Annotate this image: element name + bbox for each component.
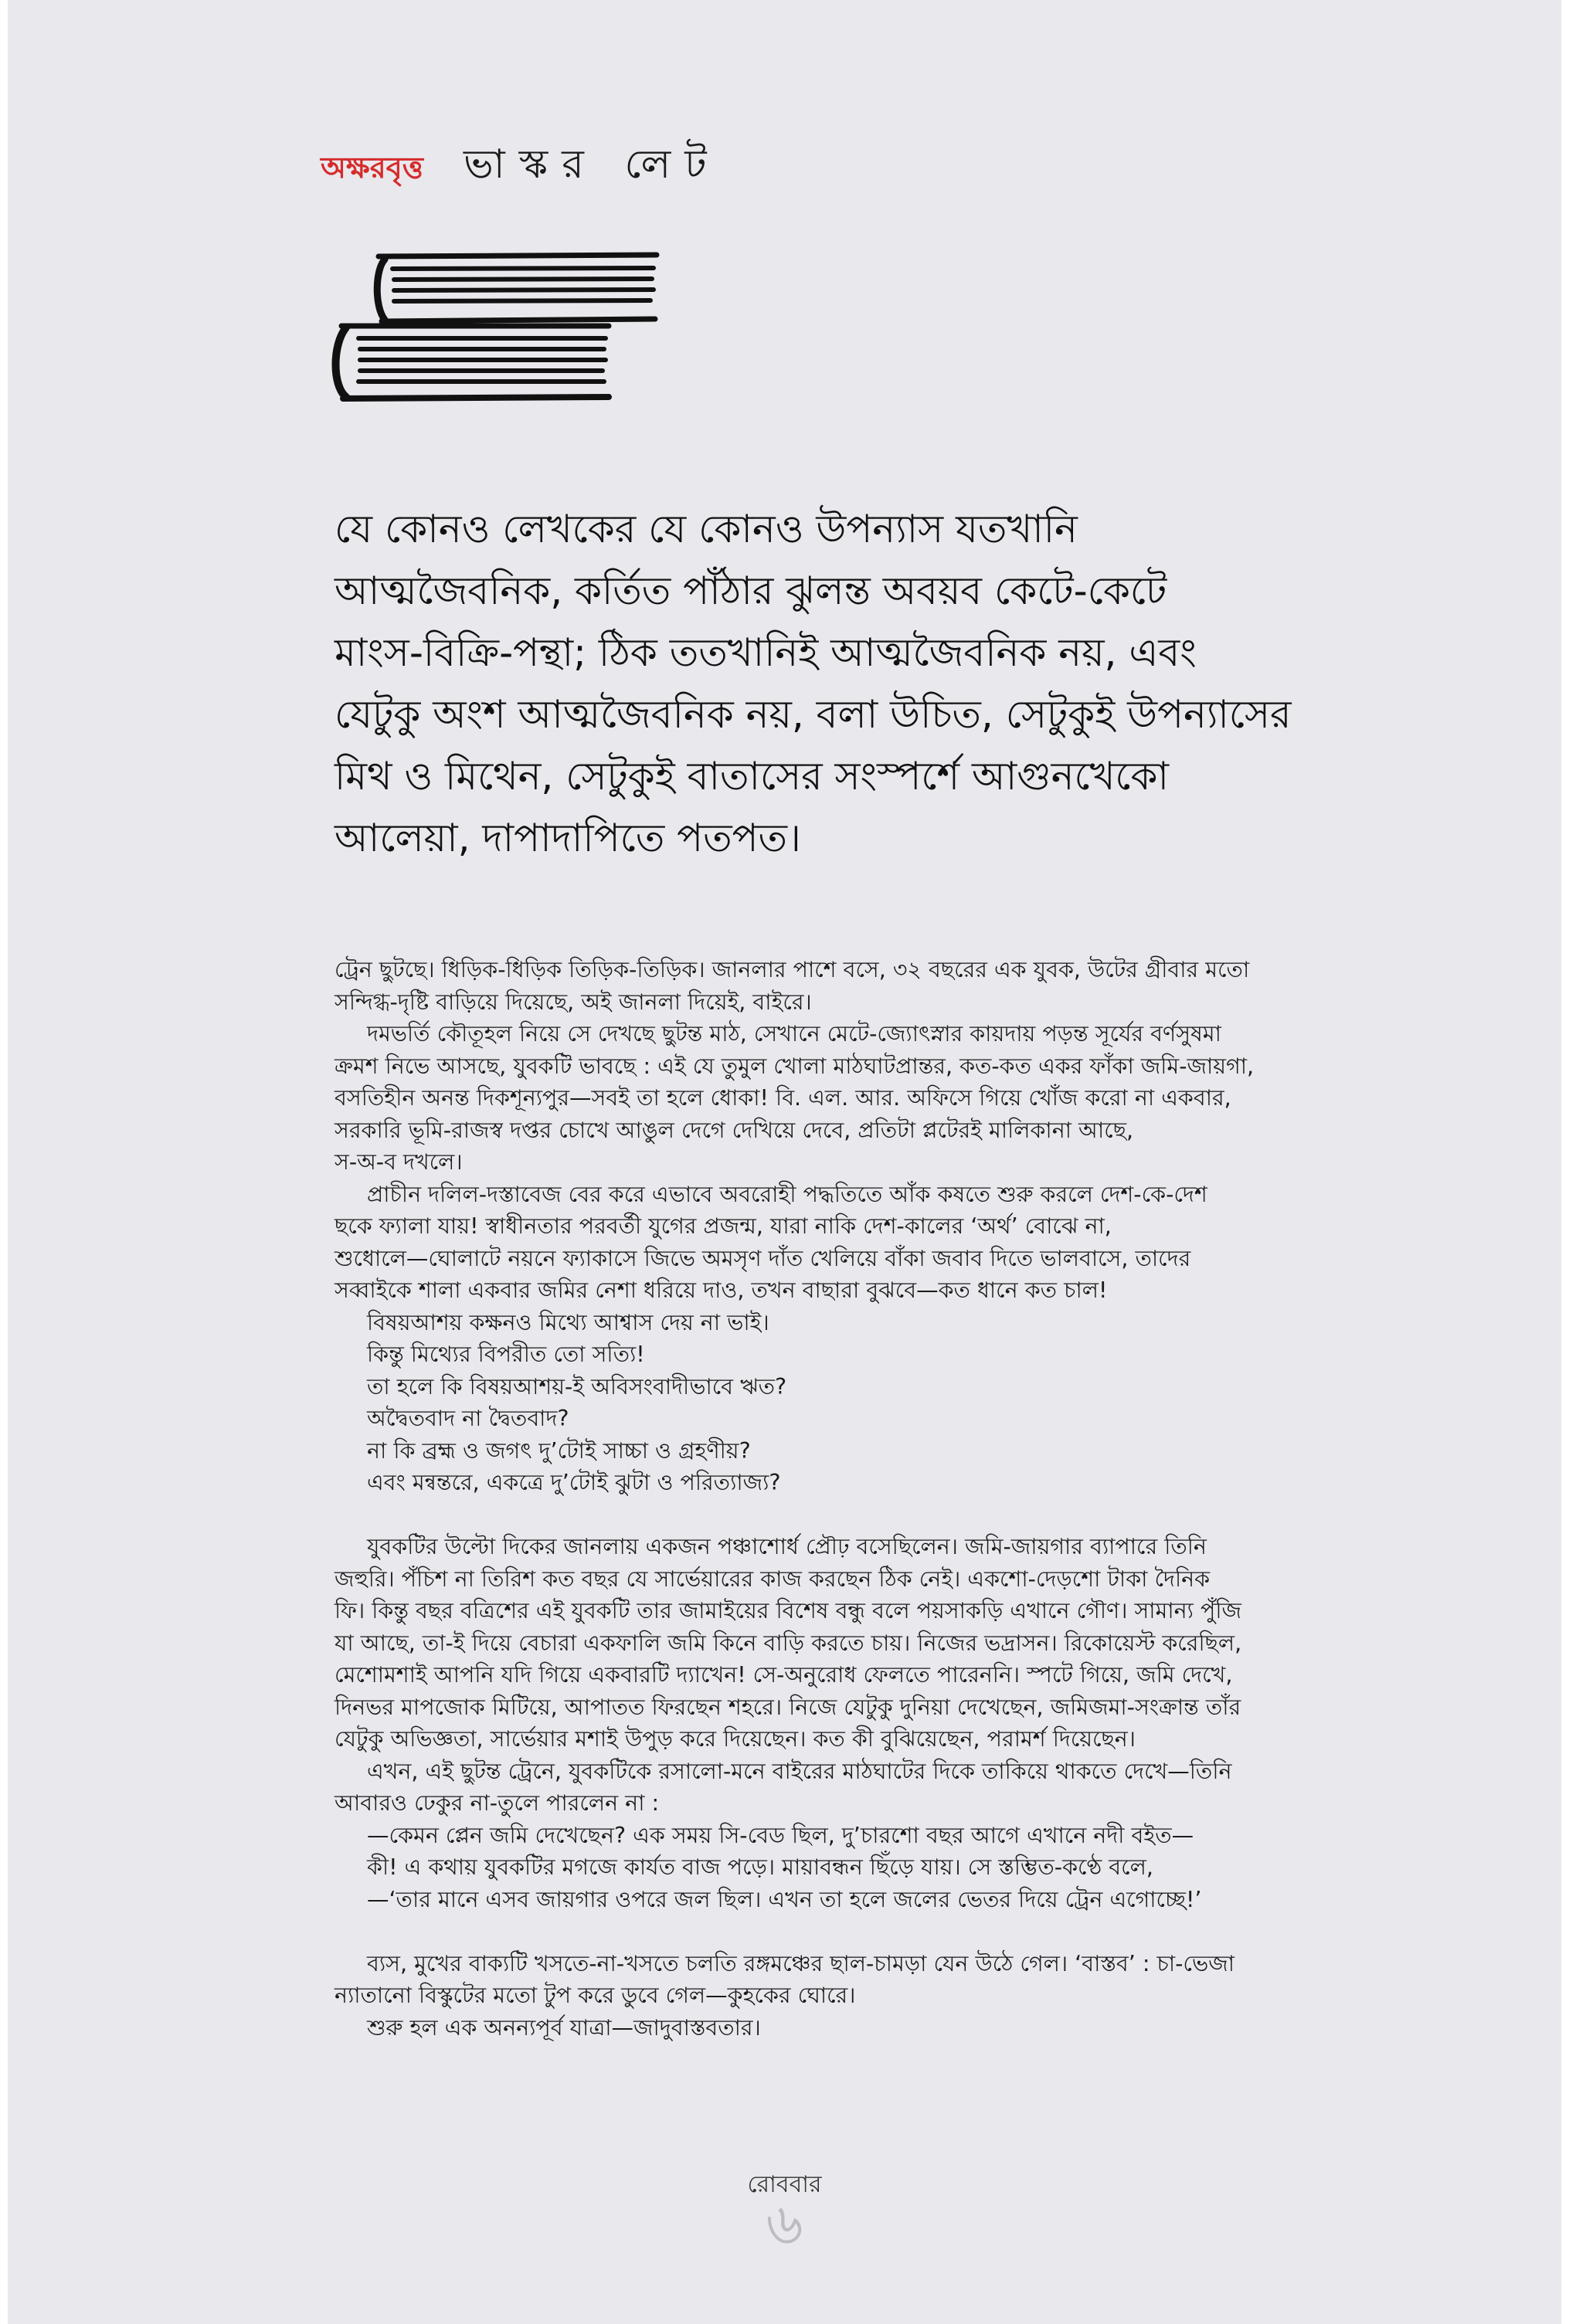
body-line: কিন্তু মিথ্যের বিপরীত তো সত্যি! [367,1342,645,1367]
body-line: যেটুকু অভিজ্ঞতা, সার্ভেয়ার মশাই উপুড় করে দিয়েছেন। কত কী বুঝিয়েছেন, পরামর্শ দিয়েছেন। [335,1726,1136,1752]
body-line: —কেমন প্লেন জমি দেখেছেন? এক সময় সি-বেড ছিল, দু’চারশো বছর আগে এখানে নদী বইত— [367,1822,1194,1848]
magazine-name: রোববার [747,2171,822,2198]
body-line: সব্বাইকে শালা একবার জমির নেশা ধরিয়ে দাও, তখন বাছারা বুঝবে—কত ধানে কত চাল! [335,1277,1108,1303]
body-line: মেশোমশাই আপনি যদি গিয়ে একবারটি দ্যাখেন! সে-অনুরোধ ফেলতে পারেননি। স্পটে গিয়ে, জমি দেখে, [335,1662,1233,1688]
lead-line: যেটুকু অংশ আত্মজৈবনিক নয়, বলা উচিত, সেটুকুই উপন্যাসের [335,692,1292,737]
article-header [321,133,721,202]
body-line: ট্রেন ছুটছে। ধিড়িক-ধিড়িক তিড়িক-তিড়িক। জানলার পাশে বসে, ৩২ বছরের এক যুবক, উটের গ্রীবার মতো [335,957,1250,982]
body-line: ন্যাতানো বিস্কুটের মতো টুপ করে ডুবে গেল—কুহকের ঘোরে। [335,1983,856,2008]
body-line: অদ্বৈতবাদ না দ্বৈতবাদ? [367,1406,569,1431]
body-line: দমভর্তি কৌতূহল নিয়ে সে দেখছে ছুটন্ত মাঠ, সেখানে মেটে-জ্যোৎস্নার কায়দায় পড়ন্ত সূর্যের বর্ণসুষমা [367,1021,1221,1047]
body-line: ব্যস, মুখের বাক্যটি খসতে-না-খসতে চলতি রঙ্গমঞ্চের ছাল-চামড়া যেন উঠে গেল। ‘বাস্তব’ : চা-ভেজা [367,1950,1234,1976]
body-line: সন্দিগ্ধ-দৃষ্টি বাড়িয়ে দিয়েছে, অই জানলা দিয়েই, বাইরে। [335,989,812,1015]
page-number: ৬ [766,2191,803,2258]
lead-line: মিথ ও মিথেন, সেটুকুই বাতাসের সংস্পর্শে আগুনখেকো [335,754,1169,799]
body-line: জহুরি। পঁচিশ না তিরিশ কত বছর যে সার্ভেয়ারের কাজ করছেন ঠিক নেই। একশো-দেড়শো টাকা দৈনিক [335,1566,1211,1592]
stacked-books-icon [331,246,671,404]
magazine-page [8,0,1561,2324]
body-line: আবারও ঢেকুর না-তুলে পারলেন না : [335,1790,660,1816]
lead-line: আলেয়া, দাপাদাপিতে পতপত। [335,816,801,860]
body-line: —‘তার মানে এসব জায়গার ওপরে জল ছিল। এখন তা হলে জলের ভেতর দিয়ে ট্রেন এগোচ্ছে!’ [367,1886,1202,1912]
body-line: ছকে ফ্যালা যায়! স্বাধীনতার পরবর্তী যুগের প্রজন্ম, যারা নাকি দেশ-কালের ‘অর্থ’ বোঝে না, [335,1213,1112,1239]
body-line: তা হলে কি বিষয়আশয়-ই অবিসংবাদীভাবে ঋত? [367,1373,787,1399]
lead-line: আত্মজৈবনিক, কর্তিত পাঁঠার ঝুলন্ত অবয়ব কেটে-কেটে [335,568,1167,613]
paragraph-gap [335,1499,1362,1532]
body-line: যা আছে, তা-ই দিয়ে বেচারা একফালি জমি কিনে বাড়ি করতে চায়। নিজের ভদ্রাসন। রিকোয়েস্ট করেছিল, [335,1630,1242,1656]
body-line: বসতিহীন অনন্ত দিকশূন্যপুর—সবই তা হলে ধোকা! বি. এল. আর. অফিসে গিয়ে খোঁজ করো না একবার, [335,1085,1231,1111]
body-line: এখন, এই ছুটন্ত ট্রেনে, যুবকটিকে রসালো-মনে বাইরের মাঠঘাটের দিকে তাকিয়ে থাকতে দেখে—তিনি [367,1758,1232,1784]
body-line: এবং মন্বন্তরে, একত্রে দু’টোই ঝুটা ও পরিত্যাজ্য? [367,1470,781,1495]
article-body [335,954,1362,2044]
lead-paragraph [335,498,1362,869]
author-name: ভাস্কর লেট [463,141,721,188]
body-line: ক্রমশ নিভে আসছে, যুবকটি ভাবছে : এই যে তুমুল খোলা মাঠঘাটপ্রান্তর, কত-কত একর ফাঁকা জমি-জায়গা, [335,1053,1255,1079]
body-line: শুরু হল এক অনন্যপূর্ব যাত্রা—জাদুবাস্তবতার। [367,2014,761,2041]
body-line: না কি ব্রহ্ম ও জগৎ দু’টোই সাচ্চা ও গ্রহণীয়? [367,1437,751,1464]
body-line: দিনভর মাপজোক মিটিয়ে, আপাতত ফিরছেন শহরে। নিজে যেটুকু দুনিয়া দেখেছেন, জমিজমা-সংক্রান্ত তাঁর [335,1694,1241,1720]
body-line: স-অ-ব দখলে। [335,1149,463,1175]
body-line: প্রাচীন দলিল-দস্তাবেজ বের করে এভাবে অবরোহী পদ্ধতিতে আঁক কষতে শুরু করলে দেশ-কে-দেশ [367,1181,1207,1207]
body-line: যুবকটির উল্টো দিকের জানলায় একজন পঞ্চাশোর্ধ প্রৌঢ় বসেছিলেন। জমি-জায়গার ব্যাপারে তিনি [367,1534,1207,1559]
lead-line: যে কোনও লেখকের যে কোনও উপন্যাস যতখানি [335,507,1078,551]
body-line: শুধোলে—ঘোলাটে নয়নে ফ্যাকাসে জিভে অমসৃণ দাঁত খেলিয়ে বাঁকা জবাব দিতে ভালবাসে, তাদের [335,1245,1191,1271]
body-line: সরকারি ভূমি-রাজস্ব দপ্তর চোখে আঙুল দেগে দেখিয়ে দেবে, প্রতিটা প্লটেরই মালিকানা আছে, [335,1117,1134,1143]
section-tag: অক্ষরবৃত্ত [321,151,423,185]
body-line: বিষয়আশয় কক্ষনও মিথ্যে আশ্বাস দেয় না ভাই। [367,1309,769,1335]
body-line: কী! এ কথায় যুবকটির মগজে কার্যত বাজ পড়ে। মায়াবন্ধন ছিঁড়ে যায়। সে স্তম্ভিত-কণ্ঠে বলে, [367,1854,1153,1880]
body-line: ফি। কিন্তু বছর বত্রিশের এই যুবকটি তার জামাইয়ের বিশেষ বন্ধু বলে পয়সাকড়ি এখানে গৌণ। সামান্য পুঁজি [335,1598,1241,1623]
lead-line: মাংস-বিক্রি-পন্থা; ঠিক ততখানিই আত্মজৈবনিক নয়, এবং [335,630,1197,675]
paragraph-gap [335,1915,1362,1948]
